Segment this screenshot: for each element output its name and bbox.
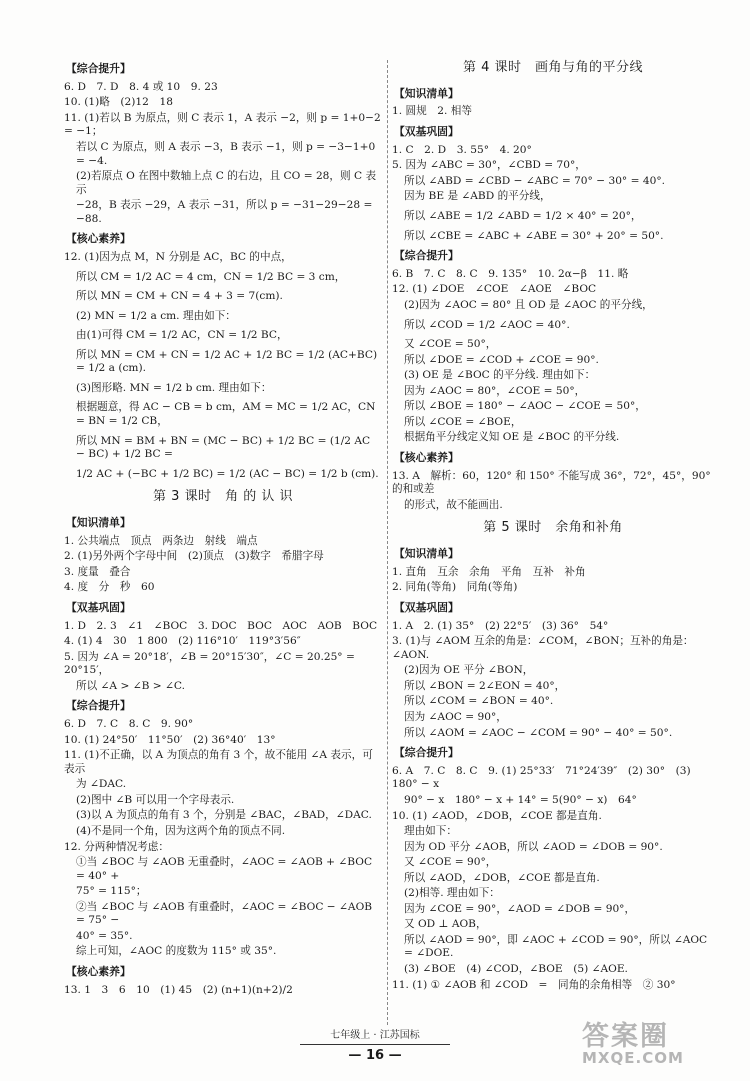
answer-line: 因为 ∠COE = 90°，∠AOD = ∠DOB = 90°，	[404, 902, 636, 915]
answer-line: 又 OD ⊥ AOB，	[404, 918, 487, 931]
answer-line: 所以 ∠A > ∠B > ∠C.	[76, 679, 185, 692]
answer-line: 4. (1) 4 30 1 800 (2) 116°10′ 119°3′56″	[64, 635, 301, 648]
answer-line: 12. (1) ∠DOE ∠COE ∠AOE ∠BOC	[392, 283, 597, 296]
answer-line: 所以 MN = BM + BN = (MC − BC) + 1/2 BC = (1/2 AC − BC) + 1/2 BC =	[76, 434, 374, 461]
answer-line: 又 ∠COE = 90°，	[404, 856, 497, 869]
answer-line: 根据角平分线定义知 OE 是 ∠BOC 的平分线.	[404, 431, 620, 444]
answer-line: (2)因为 OE 平分 ∠BON，	[404, 664, 534, 677]
answer-line: 若以 C 为原点，则 A 表示 −3，B 表示 −1，则 p = −3−1+0 = −4.	[76, 141, 379, 167]
answer-line: 又 ∠COE = 50°，	[404, 338, 497, 351]
section-heading: 【知识清单】	[394, 546, 459, 560]
answer-line: ②当 ∠BOC 与 ∠AOB 有重叠时，∠AOC = ∠BOC − ∠AOB = 75° −	[76, 900, 376, 927]
answer-line: 因为 ∠AOC = 80°，∠COE = 50°，	[404, 384, 586, 397]
watermark-logo	[582, 1020, 722, 1072]
page-number: — 16 —	[348, 1047, 402, 1063]
footer-grade: 七年级上 · 江苏国标	[300, 1030, 450, 1045]
section-heading: 【综合提升】	[394, 746, 459, 760]
section-heading: 【核心素养】	[66, 232, 131, 246]
section-heading: 【双基巩固】	[394, 600, 459, 614]
answer-line: 10. (1) 24°50′ 11°50′ (2) 36°40′ 13°	[64, 733, 276, 746]
answer-line: 10. (1) ∠AOD，∠DOB，∠COE 都是直角.	[392, 809, 602, 822]
answer-line: 12. 分两种情况考虑：	[64, 840, 169, 853]
answer-line: 理由如下：	[404, 825, 457, 838]
answer-line: 75° = 115°；	[76, 885, 147, 898]
answer-line: 1. 公共端点 顶点 两条边 射线 端点	[64, 534, 258, 547]
answer-line: 根据题意，得 AC − CB = b cm，AM = MC = 1/2 AC，CN = BN = 1/2 CB，	[76, 401, 379, 428]
answer-line: 所以 ∠DOE = ∠COD + ∠COE = 90°.	[404, 353, 599, 366]
watermark-url: MXQE.COM	[582, 1048, 684, 1067]
answer-line: 因为 BE 是 ∠ABD 的平分线，	[404, 190, 551, 203]
answer-line: 6. D 7. C 8. C 9. 90°	[64, 718, 194, 731]
answer-line: (3) ∠BOE (4) ∠COD，∠BOE (5) ∠AOE.	[404, 963, 628, 975]
answer-line: 1. 圆规 2. 相等	[392, 105, 472, 118]
answer-line: 6. D 7. D 8. 4 或 10 9. 23	[64, 80, 218, 93]
answer-line: 综上可知，∠AOC 的度数为 115° 或 35°.	[76, 945, 277, 958]
left-column	[64, 58, 385, 999]
answer-line: 2. 同角(等角) 同角(等角)	[392, 581, 518, 594]
answer-line: (2)相等. 理由如下：	[404, 887, 500, 900]
answer-line: 所以 ∠BOE = 180° − ∠AOC − ∠COE = 50°，	[404, 400, 646, 413]
answer-line: 11. (1) ① ∠AOB 和 ∠COD = 同角的余角相等 ② 30°	[392, 978, 676, 991]
answer-line: 由(1)可得 CM = 1/2 AC，CN = 1/2 BC，	[76, 329, 288, 342]
answer-line: 的形式，故不能画出.	[404, 498, 503, 511]
answer-line: 11. (1)不正确，以 A 为顶点的角有 3 个，故不能用 ∠A 表示，可表示	[64, 749, 373, 775]
answer-line: 3. 度量 叠合	[64, 565, 131, 578]
answer-line: 所以 ∠COD = 1/2 ∠AOC = 40°.	[404, 318, 570, 331]
answer-line: 90° − x 180° − x + 14° = 5(90° − x) 64°	[404, 793, 637, 806]
answer-line: 5. 因为 ∠ABC = 30°，∠CBD = 70°，	[392, 159, 586, 172]
answer-line: (2)因为 ∠AOC = 80° 且 OD 是 ∠AOC 的平分线，	[404, 298, 653, 311]
answer-line: 40° = 35°.	[76, 929, 133, 942]
answer-line: (4)不是同一个角，因为这两个角的顶点不同.	[76, 825, 286, 838]
section-heading: 【知识清单】	[394, 86, 459, 100]
answer-line: 6. A 7. C 8. C 9. (1) 25°33′ 71°24′39″ (2) 30° (3) 180° − x	[392, 764, 694, 791]
answer-line: 1. D 2. 3 ∠1 ∠BOC 3. DOC BOC AOC AOB BOC	[64, 619, 378, 632]
answer-line: 1. C 2. D 3. 55° 4. 20°	[392, 143, 532, 156]
page-footer	[300, 1030, 450, 1064]
answer-line: (2)若原点 O 在图中数轴上点 C 的右边，且 CO = 28，则 C 表示	[76, 170, 377, 196]
right-column	[392, 58, 714, 994]
answer-line: (3)图形略. MN = 1/2 b cm. 理由如下：	[76, 381, 272, 394]
lesson-title: 第 4 课时 画角与角的平分线	[462, 60, 644, 75]
section-heading: 【综合提升】	[66, 699, 131, 713]
section-heading: 【综合提升】	[66, 62, 131, 75]
answer-line: 所以 ∠AOD，∠DOB，∠COE 都是直角.	[404, 871, 600, 884]
answer-line: 所以 ∠BON = 2∠EON = 40°，	[404, 679, 566, 692]
answer-line: (2) MN = 1/2 a cm. 理由如下：	[76, 309, 236, 322]
section-heading: 【知识清单】	[66, 515, 131, 529]
answer-line: 所以 MN = CM + CN = 4 + 3 = 7(cm).	[76, 290, 283, 303]
answer-line: 13. 1 3 6 10 (1) 45 (2) (n+1)(n+2)/2	[64, 983, 293, 996]
answer-line: 6. B 7. C 8. C 9. 135° 10. 2α−β 11. 略	[392, 267, 629, 280]
answer-line: 所以 ∠COE = ∠BOE，	[404, 415, 522, 428]
watermark-text: 答案圈	[582, 1021, 669, 1052]
answer-line: 因为 OD 平分 ∠AOB，所以 ∠AOD = ∠DOB = 90°.	[404, 840, 663, 853]
section-heading: 【核心素养】	[66, 964, 131, 978]
answer-line: (2)图中 ∠B 可以用一个字母表示.	[76, 793, 235, 806]
section-heading: 【双基巩固】	[394, 124, 459, 138]
answer-line: 为 ∠DAC.	[76, 778, 127, 791]
answer-line: 12. (1)因为点 M，N 分别是 AC，BC 的中点，	[64, 251, 292, 264]
section-heading: 【综合提升】	[394, 249, 459, 263]
lesson-title: 第 5 课时 余角和补角	[483, 520, 623, 536]
answer-line: 13. A 解析：60，120° 和 150° 不能写成 36°，72°，45°，90° 的和或差	[392, 469, 715, 496]
answer-line: 所以 ∠COM = ∠BON = 40°.	[404, 695, 554, 708]
answer-line: 1. A 2. (1) 35° (2) 22°5′ (3) 36° 54°	[392, 619, 609, 632]
answer-line: −28，B 表示 −29，A 表示 −31，所以 p = −31−29−28 = −88.	[76, 199, 376, 225]
answer-line: 所以 CM = 1/2 AC = 4 cm，CN = 1/2 BC = 3 cm，	[76, 270, 346, 283]
answer-line: 所以 ∠ABE = 1/2 ∠ABD = 1/2 × 40° = 20°，	[404, 209, 642, 222]
answer-line: 因为 ∠AOC = 90°，	[404, 710, 507, 723]
answer-line: (3) OE 是 ∠BOC 的平分线. 理由如下：	[404, 369, 596, 382]
section-heading: 【核心素养】	[394, 450, 459, 464]
answer-line: (3)以 A 为顶点的角有 3 个，分别是 ∠BAC，∠BAD，∠DAC.	[76, 809, 372, 822]
lesson-title: 第 3 课时 角 的 认 识	[153, 489, 293, 505]
answer-line: 10. (1)略 (2)12 18	[64, 96, 173, 109]
answer-line: 所以 MN = CM + CN = 1/2 AC + 1/2 BC = 1/2 (AC+BC) = 1/2 a (cm).	[76, 348, 381, 375]
column-divider	[387, 60, 388, 1025]
answer-line: 所以 ∠AOD = 90°，即 ∠AOC + ∠COD = 90°，所以 ∠AOC = ∠DOE.	[404, 933, 711, 960]
answer-line: 1. 直角 互余 余角 平角 互补 补角	[392, 565, 586, 578]
answer-line: 所以 ∠ABD = ∠CBD − ∠ABC = 70° − 30° = 40°.	[404, 174, 665, 187]
answer-line: 2. (1)另外两个字母中间 (2)顶点 (3)数字 希腊字母	[64, 550, 324, 563]
section-heading: 【双基巩固】	[66, 600, 131, 614]
answer-line: 5. 因为 ∠A = 20°18′，∠B = 20°15′30″，∠C = 20.25° = 20°15′，	[64, 650, 359, 677]
answer-line: 4. 度 分 秒 60	[64, 581, 155, 594]
answer-line: 11. (1)若以 B 为原点，则 C 表示 1，A 表示 −2，则 p = 1+0−2 = −1；	[64, 111, 385, 138]
answer-line: 所以 ∠AOM = ∠AOC − ∠COM = 90° − 40° = 50°.	[404, 726, 673, 739]
answer-line: ①当 ∠BOC 与 ∠AOB 无重叠时，∠AOC = ∠AOB + ∠BOC = 40° +	[76, 856, 376, 882]
answer-line: 所以 ∠CBE = ∠ABC + ∠ABE = 30° + 20° = 50°.	[404, 229, 664, 242]
answer-line: 1/2 AC + (−BC + 1/2 BC) = 1/2 (AC − BC) = 1/2 b (cm).	[76, 467, 379, 480]
answer-line: 3. (1)与 ∠AOM 互余的角是：∠COM，∠BON；互补的角是：∠AON.	[392, 635, 694, 661]
